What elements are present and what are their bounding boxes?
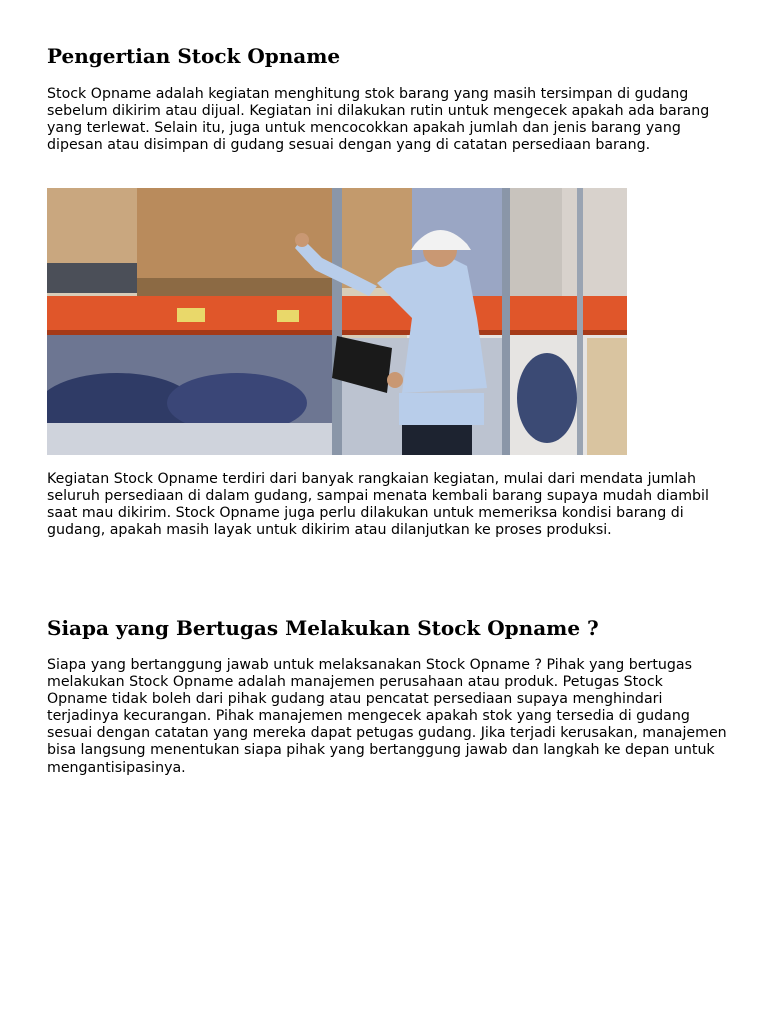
- paragraph-activities: Kegiatan Stock Opname terdiri dari banyak rangkaian kegiatan, mulai dari mendata jumlah seluruh persediaan di dalam gudang, sampai menata kembali barang supaya mudah diambil saat mau dikirim. Stock Opname juga perlu dilakukan untuk memeriksa kondisi barang di gudang, apakah masih layak untuk dikirim atau dilanjutkan ke proses produksi.: [47, 471, 709, 539]
- paragraph-definition: Stock Opname adalah kegiatan menghitung stok barang yang masih tersimpan di gudang sebelum dikirim atau dijual. Kegiatan ini dilakukan rutin untuk mengecek apakah ada barang yang terlewat. Selain itu, juga untuk mencocokkan apakah jumlah dan jenis barang yang dipesan atau disimpan di gudang sesuai dengan yang di catatan persediaan barang.: [47, 86, 710, 154]
- warehouse-worker-photo: [47, 188, 627, 455]
- section-heading-pengertian: Pengertian Stock Opname: [47, 44, 341, 68]
- section-heading-siapa: Siapa yang Bertugas Melakukan Stock Opname ?: [47, 616, 599, 640]
- paragraph-responsibility: Siapa yang bertanggung jawab untuk melaksanakan Stock Opname ? Pihak yang bertugas melakukan Stock Opname adalah manajemen perusahaan atau produk. Petugas Stock Opname tidak boleh dari pihak gudang atau pencatat persediaan supaya menghindari terjadinya kecurangan. Pihak manajemen mengecek apakah stok yang tersedia di gudang sesuai dengan catatan yang mereka dapat petugas gudang. Jika terjadi kerusakan, manajemen bisa langsung menentukan siapa pihak yang bertanggung jawab dan langkah ke depan untuk mengantisipasinya.: [47, 657, 727, 776]
